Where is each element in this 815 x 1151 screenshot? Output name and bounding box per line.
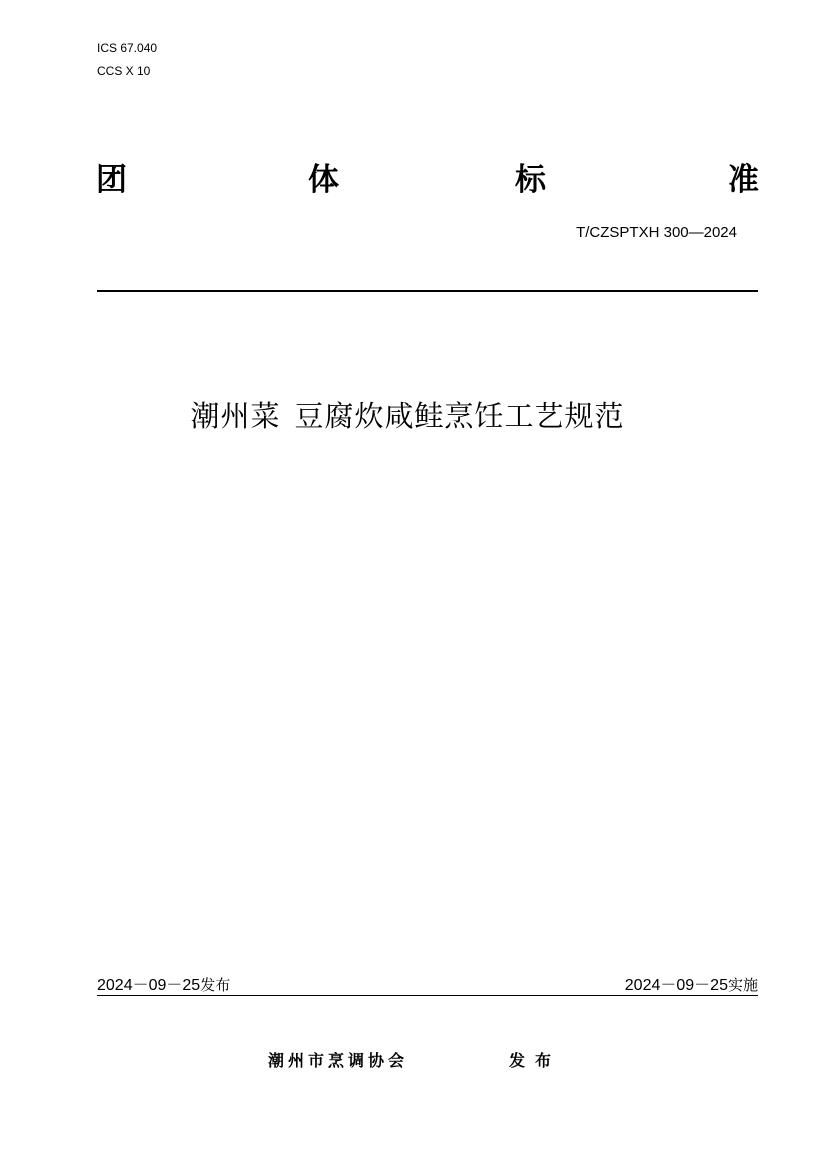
document-title (0, 397, 815, 435)
ccs-code: CCS X 10 (97, 64, 151, 78)
publish-date-value: 2024－09－25 (97, 977, 201, 994)
standard-number: T/CZSPTXH 300—2024 (576, 224, 737, 241)
standard-type-char-1: 团 (96, 162, 127, 198)
dates-divider (97, 995, 758, 996)
standard-type-char-3: 标 (515, 162, 546, 198)
implement-date (625, 975, 758, 996)
standard-type-char-2: 体 (308, 162, 339, 198)
implement-date-label: 实施 (727, 976, 758, 994)
ics-code: ICS 67.040 (97, 41, 158, 55)
implement-date-value: 2024－09－25 (624, 977, 728, 994)
publish-date-label: 发布 (200, 976, 231, 994)
document-title-main: 豆腐炊咸鲑烹饪工艺规范 (294, 399, 625, 433)
header-divider (97, 290, 758, 292)
issuer-action: 发布 (509, 1051, 562, 1070)
issuer-name: 潮州市烹调协会 (268, 1051, 409, 1070)
standard-type-char-4: 准 (728, 162, 759, 198)
publish-date (97, 975, 230, 996)
document-title-series: 潮州菜 (190, 399, 281, 433)
